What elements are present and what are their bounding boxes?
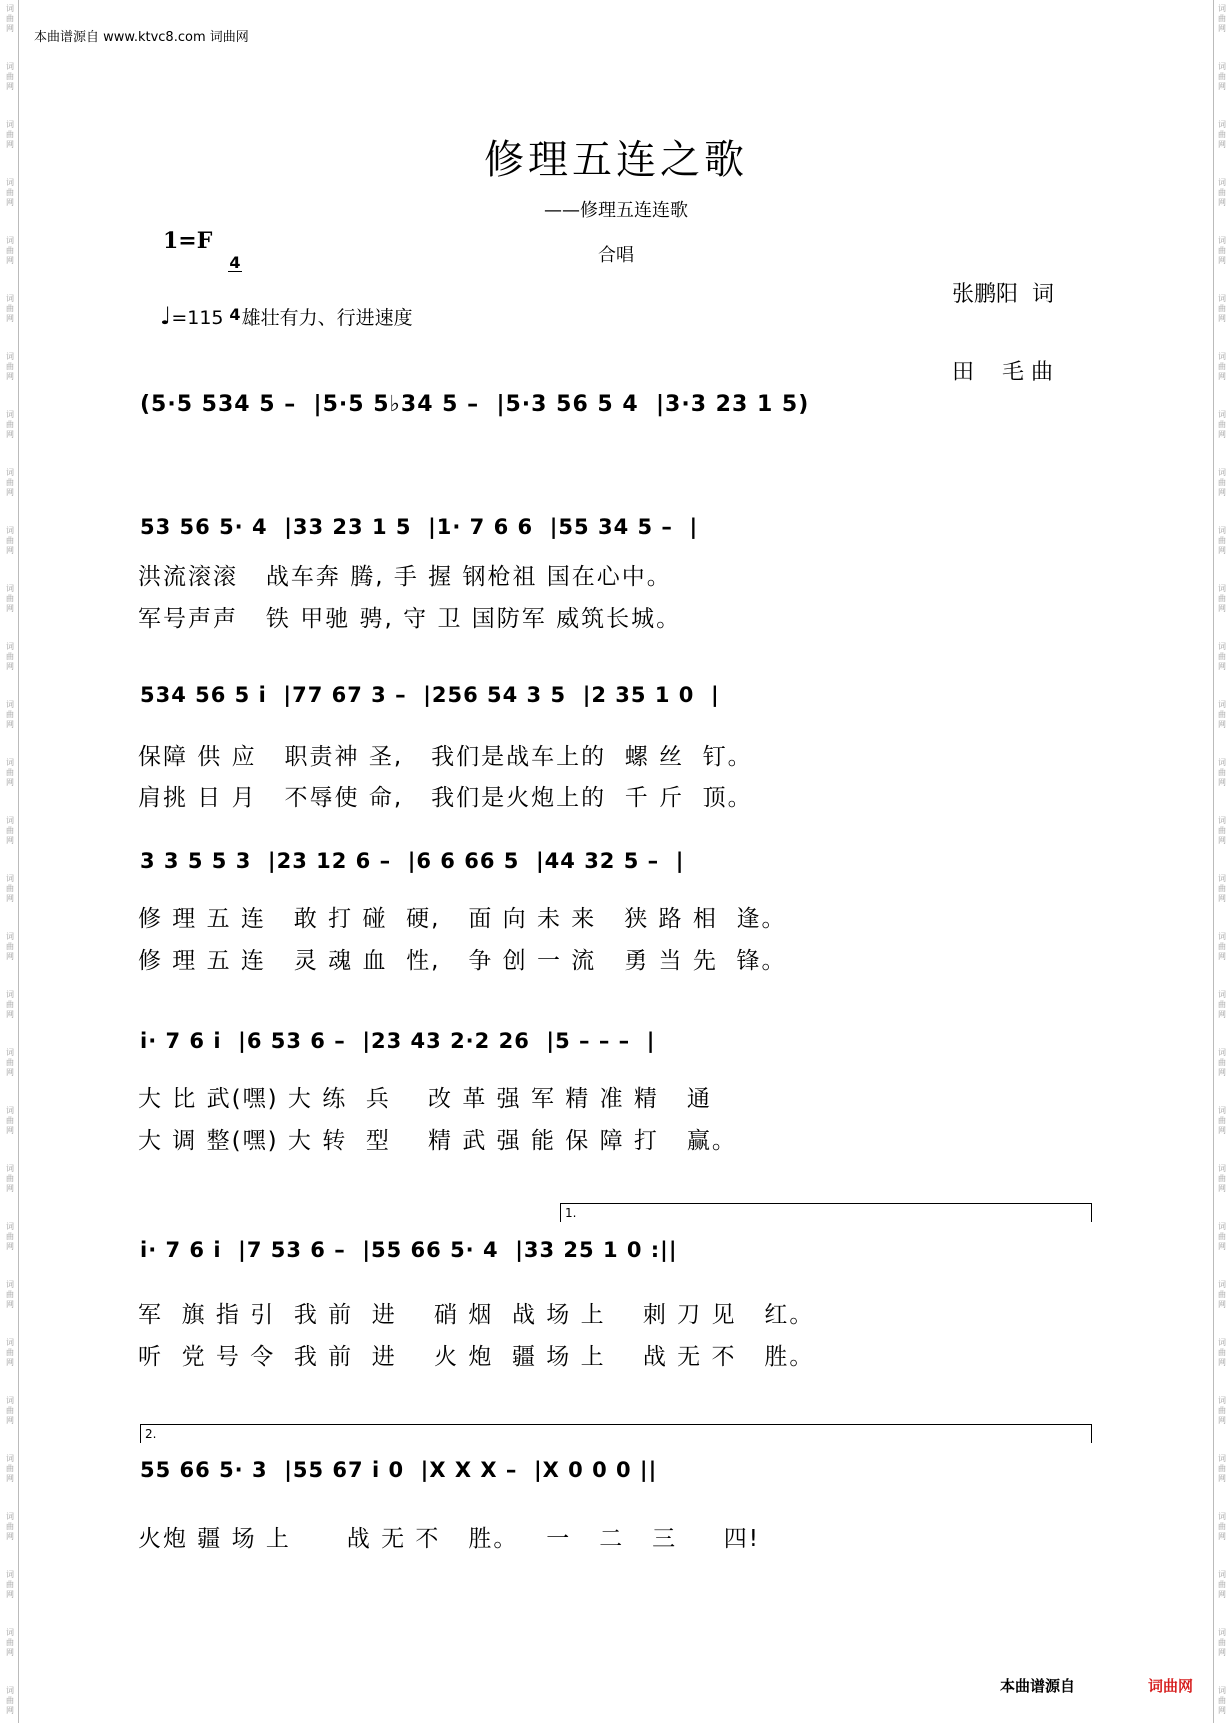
watermark-mark: 词曲网 xyxy=(1218,1686,1226,1715)
watermark-mark: 词曲网 xyxy=(1218,1512,1226,1541)
watermark-mark: 词曲网 xyxy=(6,236,14,265)
watermark-mark: 词曲网 xyxy=(6,990,14,1019)
quarter-note-icon: ♩ xyxy=(160,302,172,330)
watermark-mark: 词曲网 xyxy=(6,178,14,207)
volta-1-label: 1. xyxy=(565,1206,577,1220)
watermark-mark: 词曲网 xyxy=(6,526,14,555)
notation-row-3: 3 3 5 5 3 |23 12 6 – |6 6 66 5 |44 32 5 – | xyxy=(140,849,685,873)
footer-site-link[interactable]: 词曲网 xyxy=(1148,1677,1194,1695)
watermark-mark: 词曲网 xyxy=(1218,874,1226,903)
watermark-mark: 词曲网 xyxy=(6,1338,14,1367)
watermark-mark: 词曲网 xyxy=(1218,410,1226,439)
watermark-mark: 词曲网 xyxy=(6,1164,14,1193)
tempo-marking xyxy=(160,302,413,330)
watermark-mark: 词曲网 xyxy=(1218,1628,1226,1657)
watermark-mark: 词曲网 xyxy=(1218,1338,1226,1367)
tempo-bpm: =115 xyxy=(171,307,224,329)
watermark-mark: 词曲网 xyxy=(1218,1222,1226,1251)
watermark-mark: 词曲网 xyxy=(6,1396,14,1425)
watermark-mark: 词曲网 xyxy=(1218,758,1226,787)
lyric-row-4a: 大 比 武(嘿) 大 练 兵 改 革 强 军 精 准 精 通 xyxy=(138,1086,712,1112)
watermark-mark: 词曲网 xyxy=(6,1454,14,1483)
watermark-mark: 词曲网 xyxy=(6,932,14,961)
watermark-mark: 词曲网 xyxy=(1218,1396,1226,1425)
watermark-mark: 词曲网 xyxy=(6,1512,14,1541)
volta-bracket-2 xyxy=(140,1424,1092,1443)
performance-form: 合唱 xyxy=(598,245,634,266)
lyric-row-5a: 军 旗 指 引 我 前 进 硝 烟 战 场 上 刺 刀 见 红。 xyxy=(138,1302,815,1328)
watermark-mark: 词曲网 xyxy=(6,758,14,787)
lyricist: 张鹏阳 词 xyxy=(952,282,1054,307)
watermark-mark: 词曲网 xyxy=(1218,816,1226,845)
lyric-row-2a: 保障 供 应 职责神 圣, 我们是战车上的 螺 丝 钉。 xyxy=(138,744,753,770)
watermark-mark: 词曲网 xyxy=(6,700,14,729)
page-title: 修理五连之歌 xyxy=(484,137,748,183)
watermark-mark: 词曲网 xyxy=(1218,932,1226,961)
watermark-mark: 词曲网 xyxy=(1218,468,1226,497)
watermark-mark: 词曲网 xyxy=(6,294,14,323)
watermark-mark: 词曲网 xyxy=(6,1106,14,1135)
time-sig-top: 4 xyxy=(229,253,241,272)
source-note: 本曲谱源自 www.ktvc8.com 词曲网 xyxy=(34,30,249,45)
notation-row-1: 53 56 5· 4 |33 23 1 5 |1· 7 6 6 |55 34 5 – | xyxy=(140,515,699,539)
notation-row-4: i· 7 6 i |6 53 6 – |23 43 2·2 26 |5 – – – | xyxy=(140,1029,656,1053)
watermark-mark: 词曲网 xyxy=(6,1686,14,1715)
watermark-mark: 词曲网 xyxy=(6,584,14,613)
watermark-mark: 词曲网 xyxy=(1218,990,1226,1019)
watermark-mark: 词曲网 xyxy=(6,1048,14,1077)
credits xyxy=(952,230,1054,412)
watermark-mark: 词曲网 xyxy=(1218,700,1226,729)
watermark-mark: 词曲网 xyxy=(1218,642,1226,671)
lyric-row-2b: 肩挑 日 月 不辱使 命, 我们是火炮上的 千 斤 顶。 xyxy=(138,785,753,811)
composer: 田 毛 曲 xyxy=(952,360,1053,385)
watermark-mark: 词曲网 xyxy=(1218,62,1226,91)
watermark-mark: 词曲网 xyxy=(6,816,14,845)
watermark-mark: 词曲网 xyxy=(6,1222,14,1251)
key-signature: 1=F xyxy=(163,228,213,254)
lyric-row-5b: 听 党 号 令 我 前 进 火 炮 疆 场 上 战 无 不 胜。 xyxy=(138,1344,815,1370)
lyric-row-4b: 大 调 整(嘿) 大 转 型 精 武 强 能 保 障 打 赢。 xyxy=(138,1128,737,1154)
volta-bracket-1 xyxy=(560,1203,1092,1222)
lyric-row-1b: 军号声声 铁 甲驰 骋, 守 卫 国防军 威筑长城。 xyxy=(138,606,682,632)
watermark-mark: 词曲网 xyxy=(6,874,14,903)
watermark-mark: 词曲网 xyxy=(1218,178,1226,207)
watermark-mark: 词曲网 xyxy=(6,1570,14,1599)
watermark-mark: 词曲网 xyxy=(6,468,14,497)
watermark-mark: 词曲网 xyxy=(6,642,14,671)
watermark-mark: 词曲网 xyxy=(1218,294,1226,323)
watermark-mark: 词曲网 xyxy=(1218,1280,1226,1309)
lyric-row-3a: 修 理 五 连 敢 打 碰 硬, 面 向 未 来 狭 路 相 逢。 xyxy=(138,906,787,932)
watermark-mark: 词曲网 xyxy=(1218,352,1226,381)
watermark-mark: 词曲网 xyxy=(6,1628,14,1657)
footer-source-label: 本曲谱源自 xyxy=(1000,1677,1076,1695)
notation-row-5: i· 7 6 i |7 53 6 – |55 66 5· 4 |33 25 1 0 :|| xyxy=(140,1238,678,1262)
watermark-mark: 词曲网 xyxy=(6,62,14,91)
notation-row-6: 55 66 5· 3 |55 67 i 0 |X X X – |X 0 0 0 || xyxy=(140,1458,658,1482)
lyric-row-1a: 洪流滚滚 战车奔 腾, 手 握 钢枪祖 国在心中。 xyxy=(138,564,672,590)
lyric-row-3b: 修 理 五 连 灵 魂 血 性, 争 创 一 流 勇 当 先 锋。 xyxy=(138,948,787,974)
watermark-mark: 词曲网 xyxy=(1218,236,1226,265)
watermark-mark: 词曲网 xyxy=(6,1280,14,1309)
tempo-text: 雄壮有力、行进速度 xyxy=(241,307,413,329)
watermark-mark: 词曲网 xyxy=(1218,120,1226,149)
watermark-mark: 词曲网 xyxy=(1218,1454,1226,1483)
subtitle: ——修理五连连歌 xyxy=(544,200,688,221)
lyric-row-6a: 火炮 疆 场 上 战 无 不 胜。 一 二 三 四! xyxy=(138,1526,760,1552)
watermark-mark: 词曲网 xyxy=(1218,1570,1226,1599)
watermark-mark: 词曲网 xyxy=(6,352,14,381)
watermark-mark: 词曲网 xyxy=(6,4,14,33)
watermark-mark: 词曲网 xyxy=(1218,4,1226,33)
notation-row-0: (5·5 534 5 – |5·5 5♭34 5 – |5·3 56 5 4 |3·3 23 1 5) xyxy=(140,392,810,417)
watermark-mark: 词曲网 xyxy=(1218,584,1226,613)
volta-2-label: 2. xyxy=(145,1427,157,1441)
watermark-mark: 词曲网 xyxy=(1218,526,1226,555)
watermark-mark: 词曲网 xyxy=(1218,1106,1226,1135)
notation-row-2: 534 56 5 i |77 67 3 – |256 54 3 5 |2 35 1 0 | xyxy=(140,683,720,707)
time-sig-bottom: 4 xyxy=(229,305,241,324)
watermark-mark: 词曲网 xyxy=(1218,1048,1226,1077)
watermark-mark: 词曲网 xyxy=(1218,1164,1226,1193)
watermark-mark: 词曲网 xyxy=(6,120,14,149)
watermark-mark: 词曲网 xyxy=(6,410,14,439)
